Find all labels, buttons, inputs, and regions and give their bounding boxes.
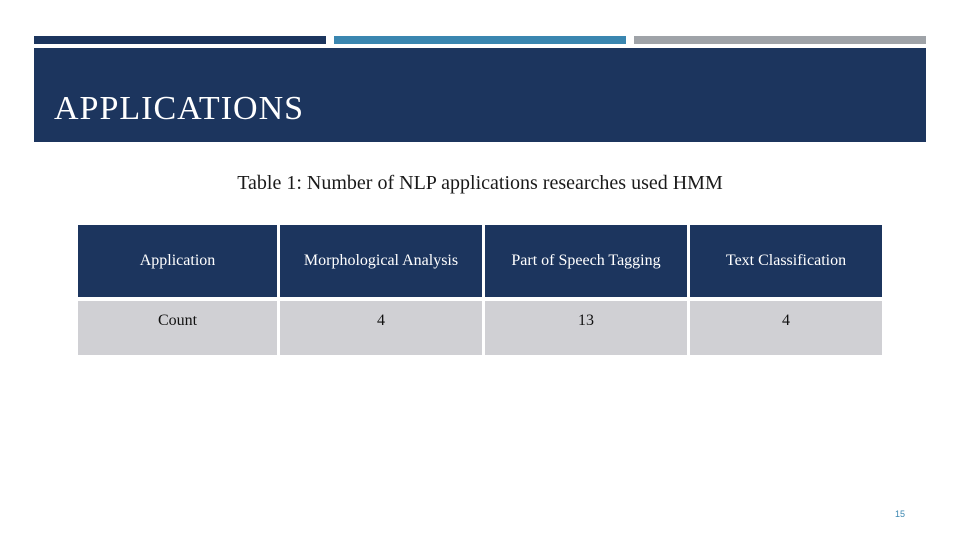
data-table xyxy=(78,225,882,355)
header-cell-morphological-analysis: Morphological Analysis xyxy=(280,225,485,301)
slide-title: APPLICATIONS xyxy=(54,90,305,127)
cell-morphological-analysis-count: 4 xyxy=(280,301,485,355)
row-label-count: Count xyxy=(78,301,280,355)
table-row xyxy=(78,301,882,355)
table-header-row xyxy=(78,225,882,301)
cell-part-of-speech-tagging-count: 13 xyxy=(485,301,690,355)
page-number: 15 xyxy=(894,509,905,519)
table-caption: Table 1: Number of NLP applications researches used HMM xyxy=(237,172,723,194)
header-cell-application: Application xyxy=(78,225,280,301)
header-cell-text-classification: Text Classification xyxy=(690,225,882,301)
header-cell-part-of-speech-tagging: Part of Speech Tagging xyxy=(485,225,690,301)
accent-bar-blue xyxy=(334,36,626,44)
title-banner xyxy=(34,48,926,142)
cell-text-classification-count: 4 xyxy=(690,301,882,355)
accent-bar-navy xyxy=(34,36,326,44)
accent-bar-gray xyxy=(634,36,926,44)
